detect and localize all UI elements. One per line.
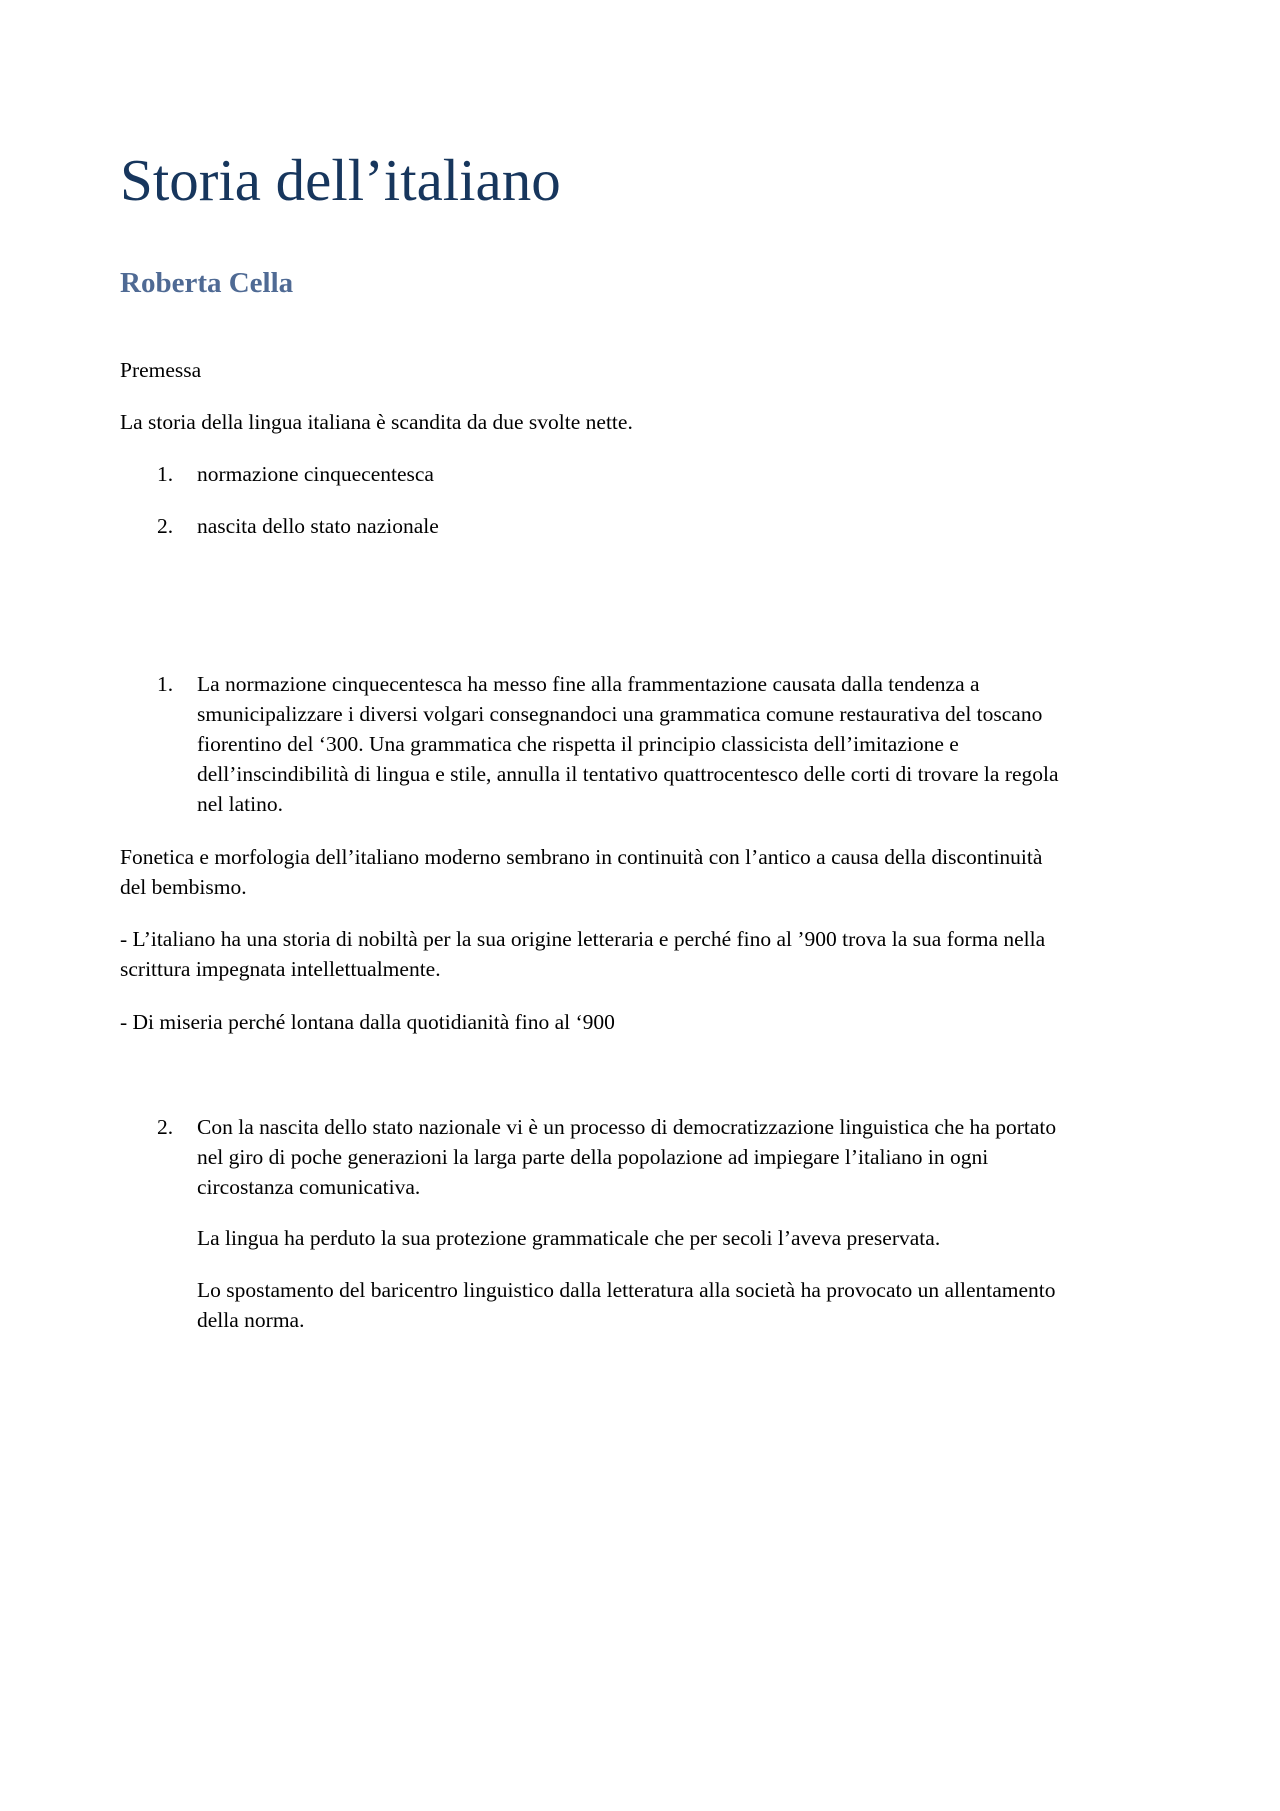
text-line: Con la nascita dello stato nazionale vi è un processo di democratizzazione linguistica che ha portato <box>197 1115 1057 1139</box>
text-line: fiorentino del ‘300. Una grammatica che rispetta il principio classicista dell’imitazione e <box>197 732 959 756</box>
miseria-paragraph: - Di miseria perché lontana dalla quotidianità fino al ‘900 <box>120 1010 615 1034</box>
section-label: Premessa <box>120 358 202 382</box>
text-line: La normazione cinquecentesca ha messo fine alla frammentazione causata dalla tendenza a <box>197 672 980 696</box>
point-2-number: 2. <box>157 1115 174 1139</box>
point-2-paragraph <box>197 1112 1056 1202</box>
fonetica-paragraph <box>120 842 1042 902</box>
outline-item-text: normazione cinquecentesca <box>197 462 434 486</box>
text-line: Fonetica e morfologia dell’italiano moderno sembrano in continuità con l’antico a causa della discontinuità <box>120 845 1043 869</box>
text-line: smunicipalizzare i diversi volgari consegnandoci una grammatica comune restaurativa del toscano <box>197 702 1043 726</box>
nobilta-paragraph <box>120 924 1045 984</box>
point-1-paragraph <box>197 669 1059 819</box>
text-line: dell’inscindibilità di lingua e stile, annulla il tentativo quattrocentesco delle corti di trovare la regola <box>197 762 1059 786</box>
text-line: nel latino. <box>197 792 283 816</box>
text-line: del bembismo. <box>120 875 247 899</box>
document-title: Storia dell’italiano <box>120 147 561 213</box>
outline-item-number: 2. <box>157 514 174 538</box>
outline-item-number: 1. <box>157 462 174 486</box>
text-line: scrittura impegnata intellettualmente. <box>120 957 441 981</box>
text-line: della norma. <box>197 1308 305 1332</box>
text-line: circostanza comunicativa. <box>197 1175 421 1199</box>
text-line: - L’italiano ha una storia di nobiltà per la sua origine letteraria e perché fino al ’900 trova la sua forma nella <box>120 927 1046 951</box>
intro-paragraph: La storia della lingua italiana è scandita da due svolte nette. <box>120 410 633 434</box>
spostamento-paragraph <box>197 1275 1056 1335</box>
text-line: Lo spostamento del baricentro linguistico dalla letteratura alla società ha provocato un allentamento <box>197 1278 1056 1302</box>
protezione-paragraph: La lingua ha perduto la sua protezione grammaticale che per secoli l’aveva preservata. <box>197 1226 941 1250</box>
text-line: nel giro di poche generazioni la larga parte della popolazione ad impiegare l’italiano in ogni <box>197 1145 989 1169</box>
point-1-number: 1. <box>157 672 174 696</box>
outline-item-text: nascita dello stato nazionale <box>197 514 439 538</box>
author-name: Roberta Cella <box>120 267 294 299</box>
